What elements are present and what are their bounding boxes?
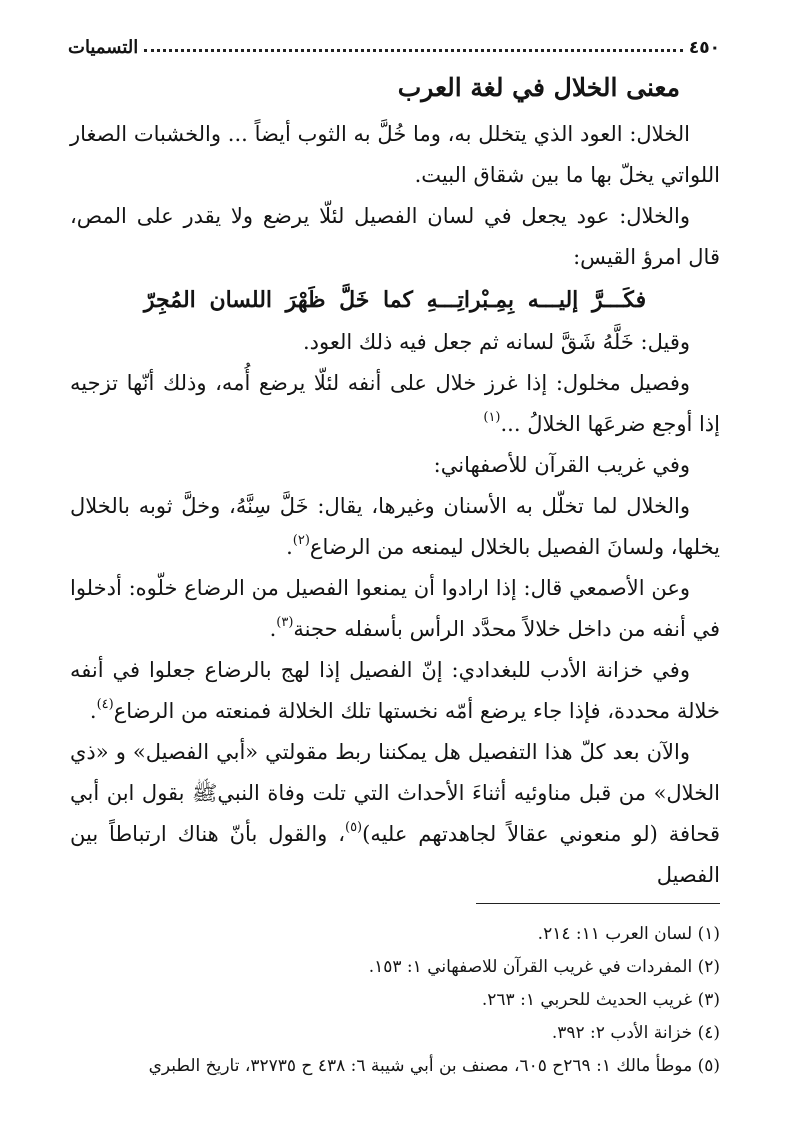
paragraph-8-end: .	[89, 699, 97, 723]
paragraph-1: الخلال: العود الذي يتخلل به، وما خُلَّ به الثوب أيضاً ... والخشبات الصغار اللواتي يخلّ بها ما بين شقاق البيت.	[70, 122, 720, 187]
footnotes	[72, 918, 720, 1083]
footnote-ref-3[interactable]: (٣)	[276, 615, 294, 630]
paragraph-2: والخلال: عود يجعل في لسان الفصيل لئلّا يرضع ولا يقدر على المص، قال امرؤ القيس:	[70, 204, 720, 269]
leader-dots	[144, 49, 683, 52]
running-header	[68, 30, 720, 58]
paragraph-3: وقيل: خَلَّهُ شَقَّ لسانه ثم جعل فيه ذلك العود.	[303, 330, 690, 354]
footnote-ref-5[interactable]: (٥)	[344, 820, 363, 835]
paragraph-9	[70, 732, 720, 896]
paragraph-8-text: وفي خزانة الأدب للبغدادي: إنّ الفصيل إذا لهج بالرضاع جعلوا في أنفه خلالة محددة، فإذا جاء يرضع أمّه نخستها تلك الخلالة فمنعته من الرضاع	[70, 658, 720, 723]
paragraph-6-end: .	[286, 535, 293, 559]
paragraph-7-end: .	[269, 617, 277, 641]
paragraph-8	[70, 650, 720, 732]
footnote-ref-4[interactable]: (٤)	[96, 697, 114, 712]
page-number: ٤٥٠	[688, 38, 720, 58]
paragraph-6	[70, 486, 720, 568]
running-title: التسميات	[68, 37, 139, 58]
footnote-5: (٥) موطأ مالك ١: ٢٦٩ح ٦٠٥، مصنف بن أبي شيبة ٦: ٤٣٨ ح ٣٢٧٣٥، تاريخ الطبري	[148, 1056, 720, 1076]
paragraph-9-text-a: والآن بعد كلّ هذا التفصيل هل يمكننا ربط مقولتي «أبي الفصيل» و «ذي الخلال» من قبل مناوئيه أثناءَ الأحداث التي تلت وفاة النبيﷺ بقول ابن أبي قحافة (لو منعوني عقالاً لجاهدتهم عليه)	[70, 740, 720, 846]
poetry-verse: فكَـــرَّ إليـــه بِمِـبْراتِـــهِ كما خَلَّ ظَهْرَ اللسان المُجِرّ	[143, 287, 647, 313]
body-text	[70, 68, 720, 896]
paragraph-7-text: وعن الأصمعي قال: إذا ارادوا أن يمنعوا الفصيل من الرضاع خلّوه: أدخلوا في أنفه من داخل خلالاً محدَّد الرأس بأسفله حجنة	[70, 576, 720, 641]
paragraph-7	[70, 568, 720, 650]
paragraph-5: وفي غريب القرآن للأصفهاني:	[433, 453, 690, 477]
paragraph-4	[70, 363, 720, 445]
footnote-ref-1[interactable]: (١)	[483, 410, 501, 425]
paragraph-6-text: والخلال لما تخلّل به الأسنان وغيرها، يقال: خَلَّ سِنَّهُ، وخلَّ ثوبه بالخلال يخلها، ولسانَ الفصيل بالخلال ليمنعه من الرضاع	[70, 494, 720, 559]
paragraph-4-text: وفصيل مخلول: إذا غرز خلال على أنفه لئلّا يرضع أُمه، وذلك أنّها تزجيه إذا أوجع ضرعَها الخلالُ ...	[70, 371, 720, 436]
section-title: معنى الخلال في لغة العرب	[397, 73, 680, 102]
footnote-separator	[476, 903, 720, 904]
footnote-ref-2[interactable]: (٢)	[292, 533, 310, 548]
paragraph-9-text-b: ، والقول بأنّ هناك ارتباطاً بين الفصيل	[70, 822, 720, 887]
footnote-2: (٢) المفردات في غريب القرآن للاصفهاني ١: ١٥٣.	[368, 957, 720, 977]
footnote-4: (٤) خزانة الأدب ٢: ٣٩٢.	[551, 1023, 720, 1043]
footnote-1: (١) لسان العرب ١١: ٢١٤.	[537, 924, 720, 944]
footnote-3: (٣) غريب الحديث للحربي ١: ٢٦٣.	[481, 990, 720, 1010]
